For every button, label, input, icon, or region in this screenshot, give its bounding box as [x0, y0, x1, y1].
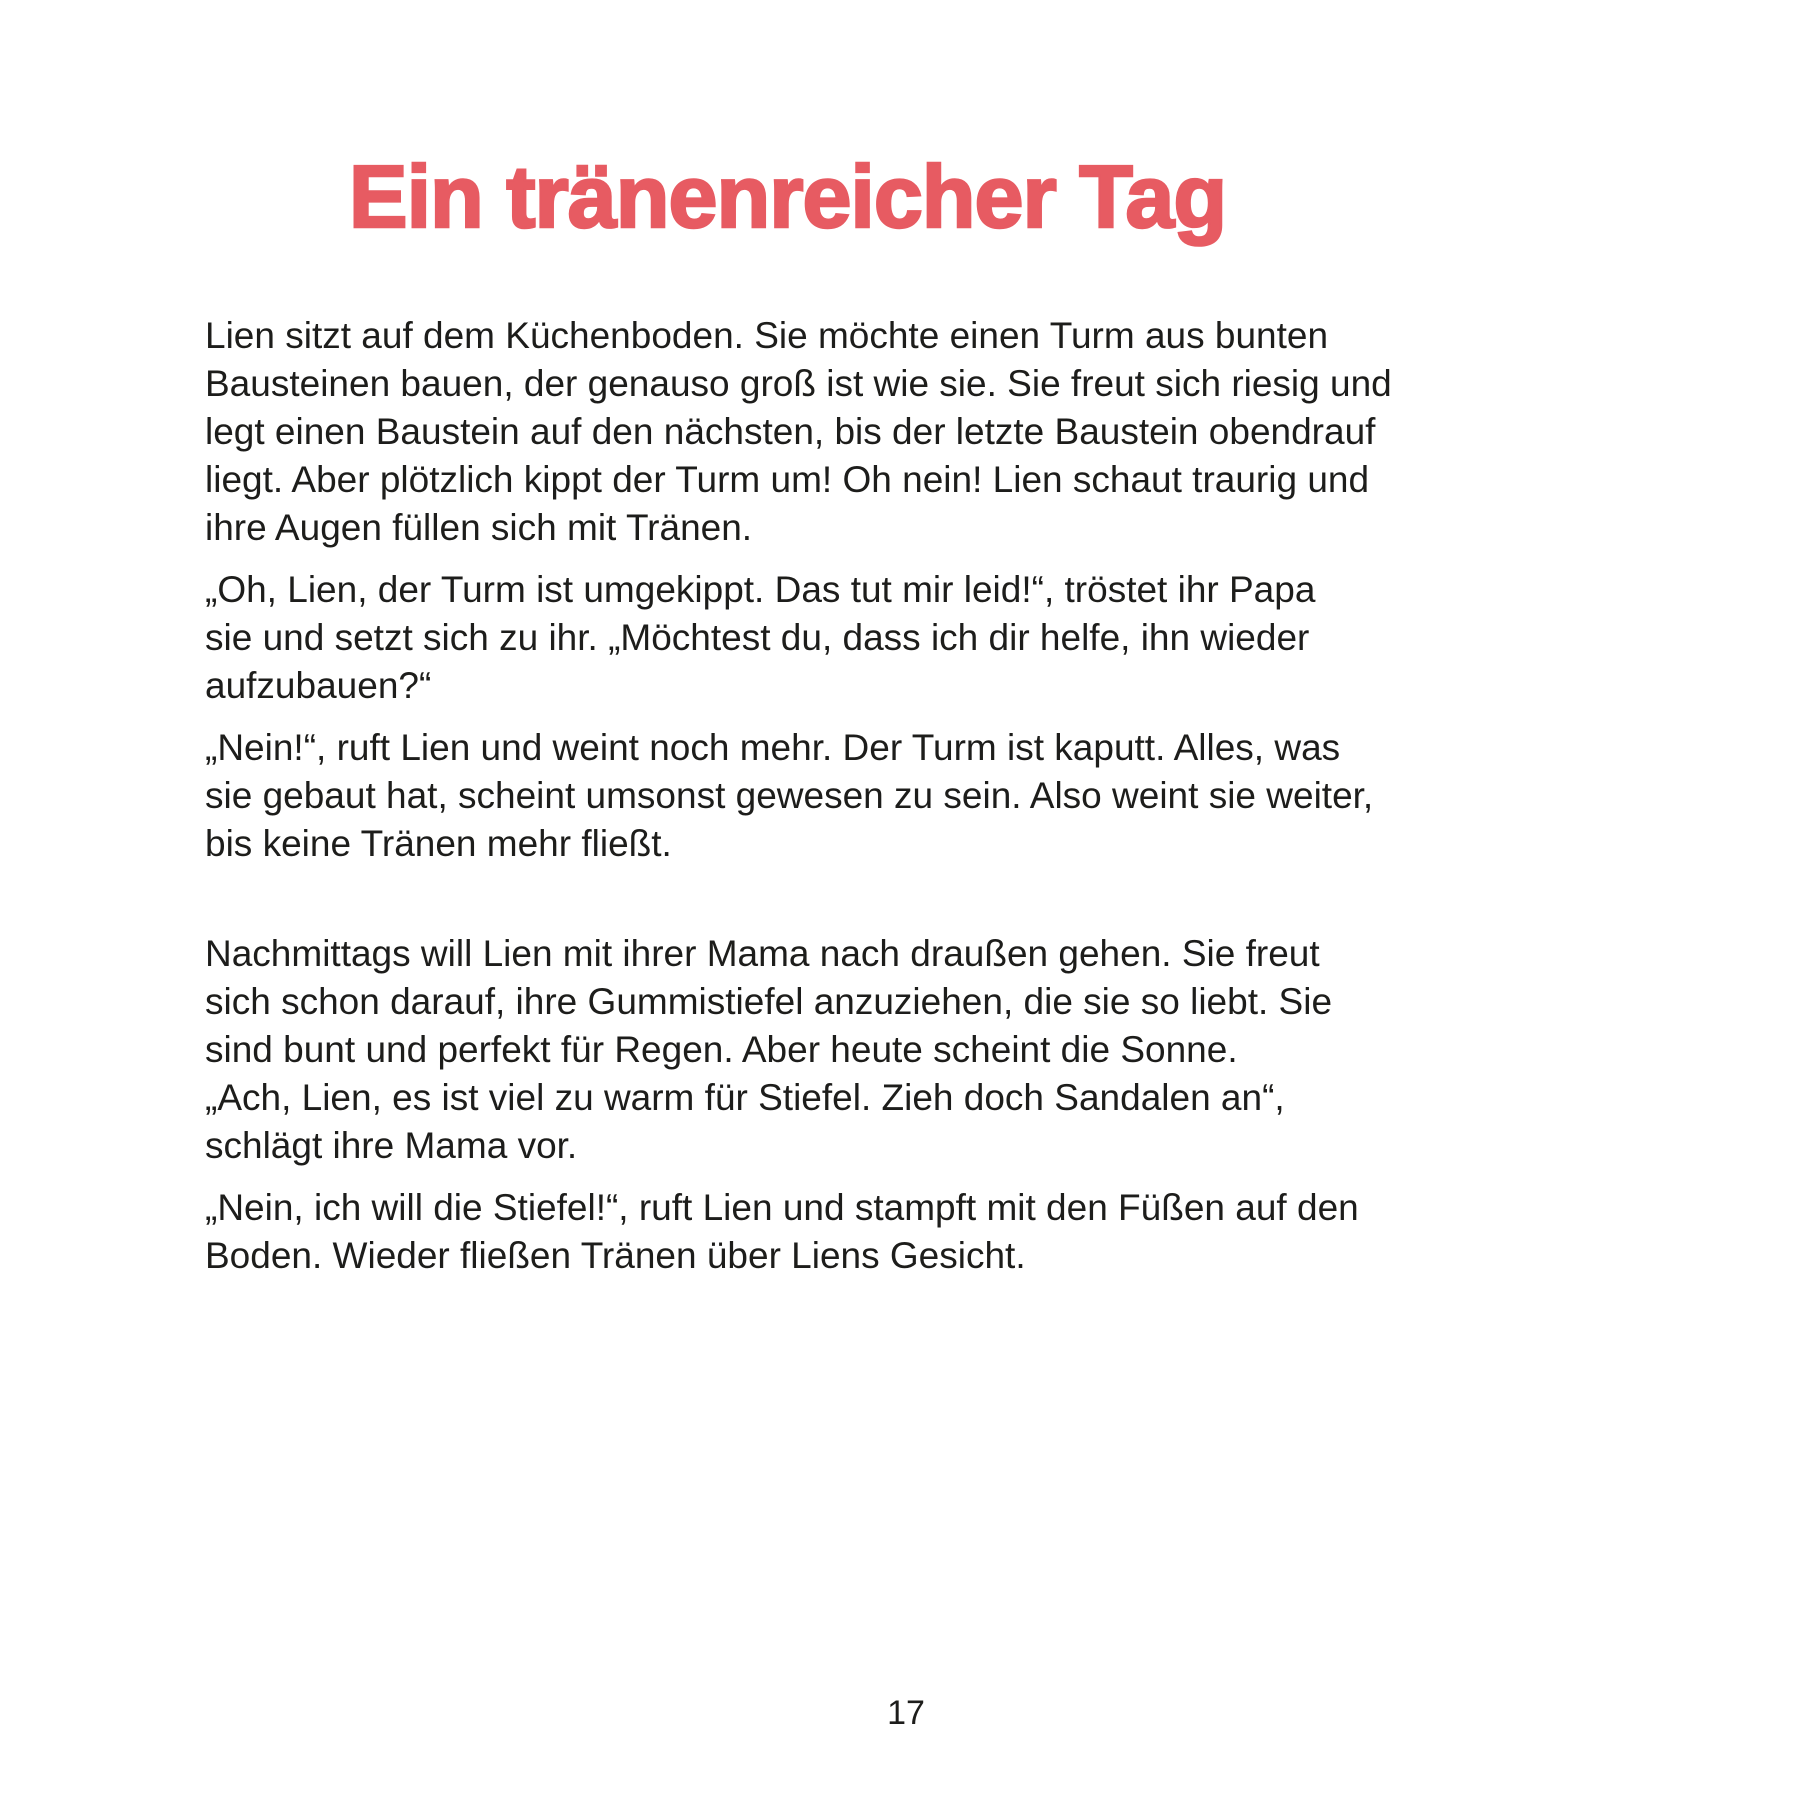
- page-number: 17: [887, 1694, 925, 1732]
- paragraph-4: [205, 930, 1370, 1170]
- chapter-title: Ein tränenreicher Tag: [348, 147, 1227, 246]
- text-line: Boden. Wieder fließen Tränen über Liens Gesicht.: [205, 1235, 1026, 1276]
- text-line: aufzubauen?“: [205, 665, 432, 706]
- paragraph-3: [205, 724, 1374, 868]
- text-line: liegt. Aber plötzlich kippt der Turm um! Oh nein! Lien schaut traurig und: [205, 459, 1370, 500]
- text-line: „Nein!“, ruft Lien und weint noch mehr. Der Turm ist kaputt. Alles, was: [205, 727, 1341, 768]
- text-line: sie gebaut hat, scheint umsonst gewesen zu sein. Also weint sie weiter,: [205, 775, 1374, 816]
- text-line: bis keine Tränen mehr fließt.: [205, 823, 672, 864]
- text-line: schlägt ihre Mama vor.: [205, 1125, 578, 1166]
- story-text: [205, 312, 1392, 1294]
- text-line: Nachmittags will Lien mit ihrer Mama nach draußen gehen. Sie freut: [205, 933, 1320, 974]
- text-line: „Oh, Lien, der Turm ist umgekippt. Das tut mir leid!“, tröstet ihr Papa: [205, 569, 1316, 610]
- text-line: Bausteinen bauen, der genauso groß ist wie sie. Sie freut sich riesig und: [205, 363, 1392, 404]
- paragraph-5: [205, 1184, 1370, 1280]
- text-line: sie und setzt sich zu ihr. „Möchtest du, dass ich dir helfe, ihn wieder: [205, 617, 1310, 658]
- text-line: sich schon darauf, ihre Gummistiefel anzuziehen, die sie so liebt. Sie: [205, 981, 1333, 1022]
- text-line: Lien sitzt auf dem Küchenboden. Sie möchte einen Turm aus bunten: [205, 315, 1329, 356]
- text-line: sind bunt und perfekt für Regen. Aber heute scheint die Sonne.: [205, 1029, 1238, 1070]
- text-line: „Ach, Lien, es ist viel zu warm für Stiefel. Zieh doch Sandalen an“,: [205, 1077, 1285, 1118]
- paragraph-1: [205, 312, 1392, 552]
- text-line: legt einen Baustein auf den nächsten, bis der letzte Baustein obendrauf: [205, 411, 1376, 452]
- text-line: „Nein, ich will die Stiefel!“, ruft Lien und stampft mit den Füßen auf den: [205, 1187, 1359, 1228]
- text-line: ihre Augen füllen sich mit Tränen.: [205, 507, 753, 548]
- paragraph-2: [205, 566, 1370, 710]
